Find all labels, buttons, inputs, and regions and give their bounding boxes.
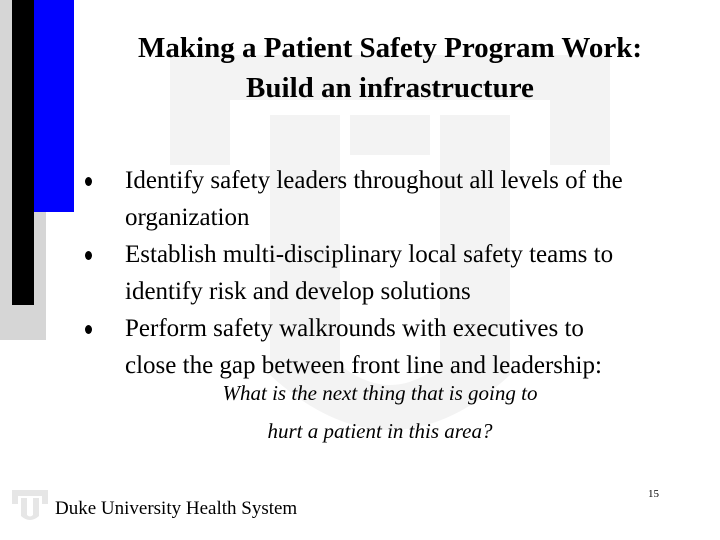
bullet-item — [85, 162, 705, 236]
bullet-dot-icon — [85, 325, 92, 334]
bullet-text-line-1: Perform safety walkrounds with executives to — [125, 315, 584, 342]
bullet-text-line-1: Establish multi-disciplinary local safety teams to — [125, 241, 614, 268]
bullet-dot-icon — [85, 177, 92, 186]
slide-title-line-2: Build an infrastructure — [246, 72, 534, 104]
bullet-text-line-2: organization — [125, 204, 250, 231]
bullet-text-line-1: Identify safety leaders throughout all levels of the — [125, 167, 623, 194]
quote-line-2: hurt a patient in this area? — [267, 419, 493, 443]
quote-line-1: What is the next thing that is going to — [222, 381, 538, 405]
slide-title-line-1: Making a Patient Safety Program Work: — [138, 32, 642, 64]
bullet-dot-icon — [85, 251, 92, 260]
bullet-item — [85, 236, 705, 310]
footer-organization: Duke University Health System — [55, 498, 298, 519]
bullet-list — [85, 162, 705, 384]
italic-quote — [170, 374, 590, 450]
bullet-text-line-2: close the gap between front line and leadership: — [125, 352, 602, 379]
duke-logo-icon — [10, 488, 50, 522]
slide-title — [60, 28, 720, 108]
decorative-black-bar — [12, 0, 34, 305]
bullet-item — [85, 310, 705, 384]
page-number: 15 — [648, 488, 659, 500]
bullet-text-line-2: identify risk and develop solutions — [125, 278, 471, 305]
